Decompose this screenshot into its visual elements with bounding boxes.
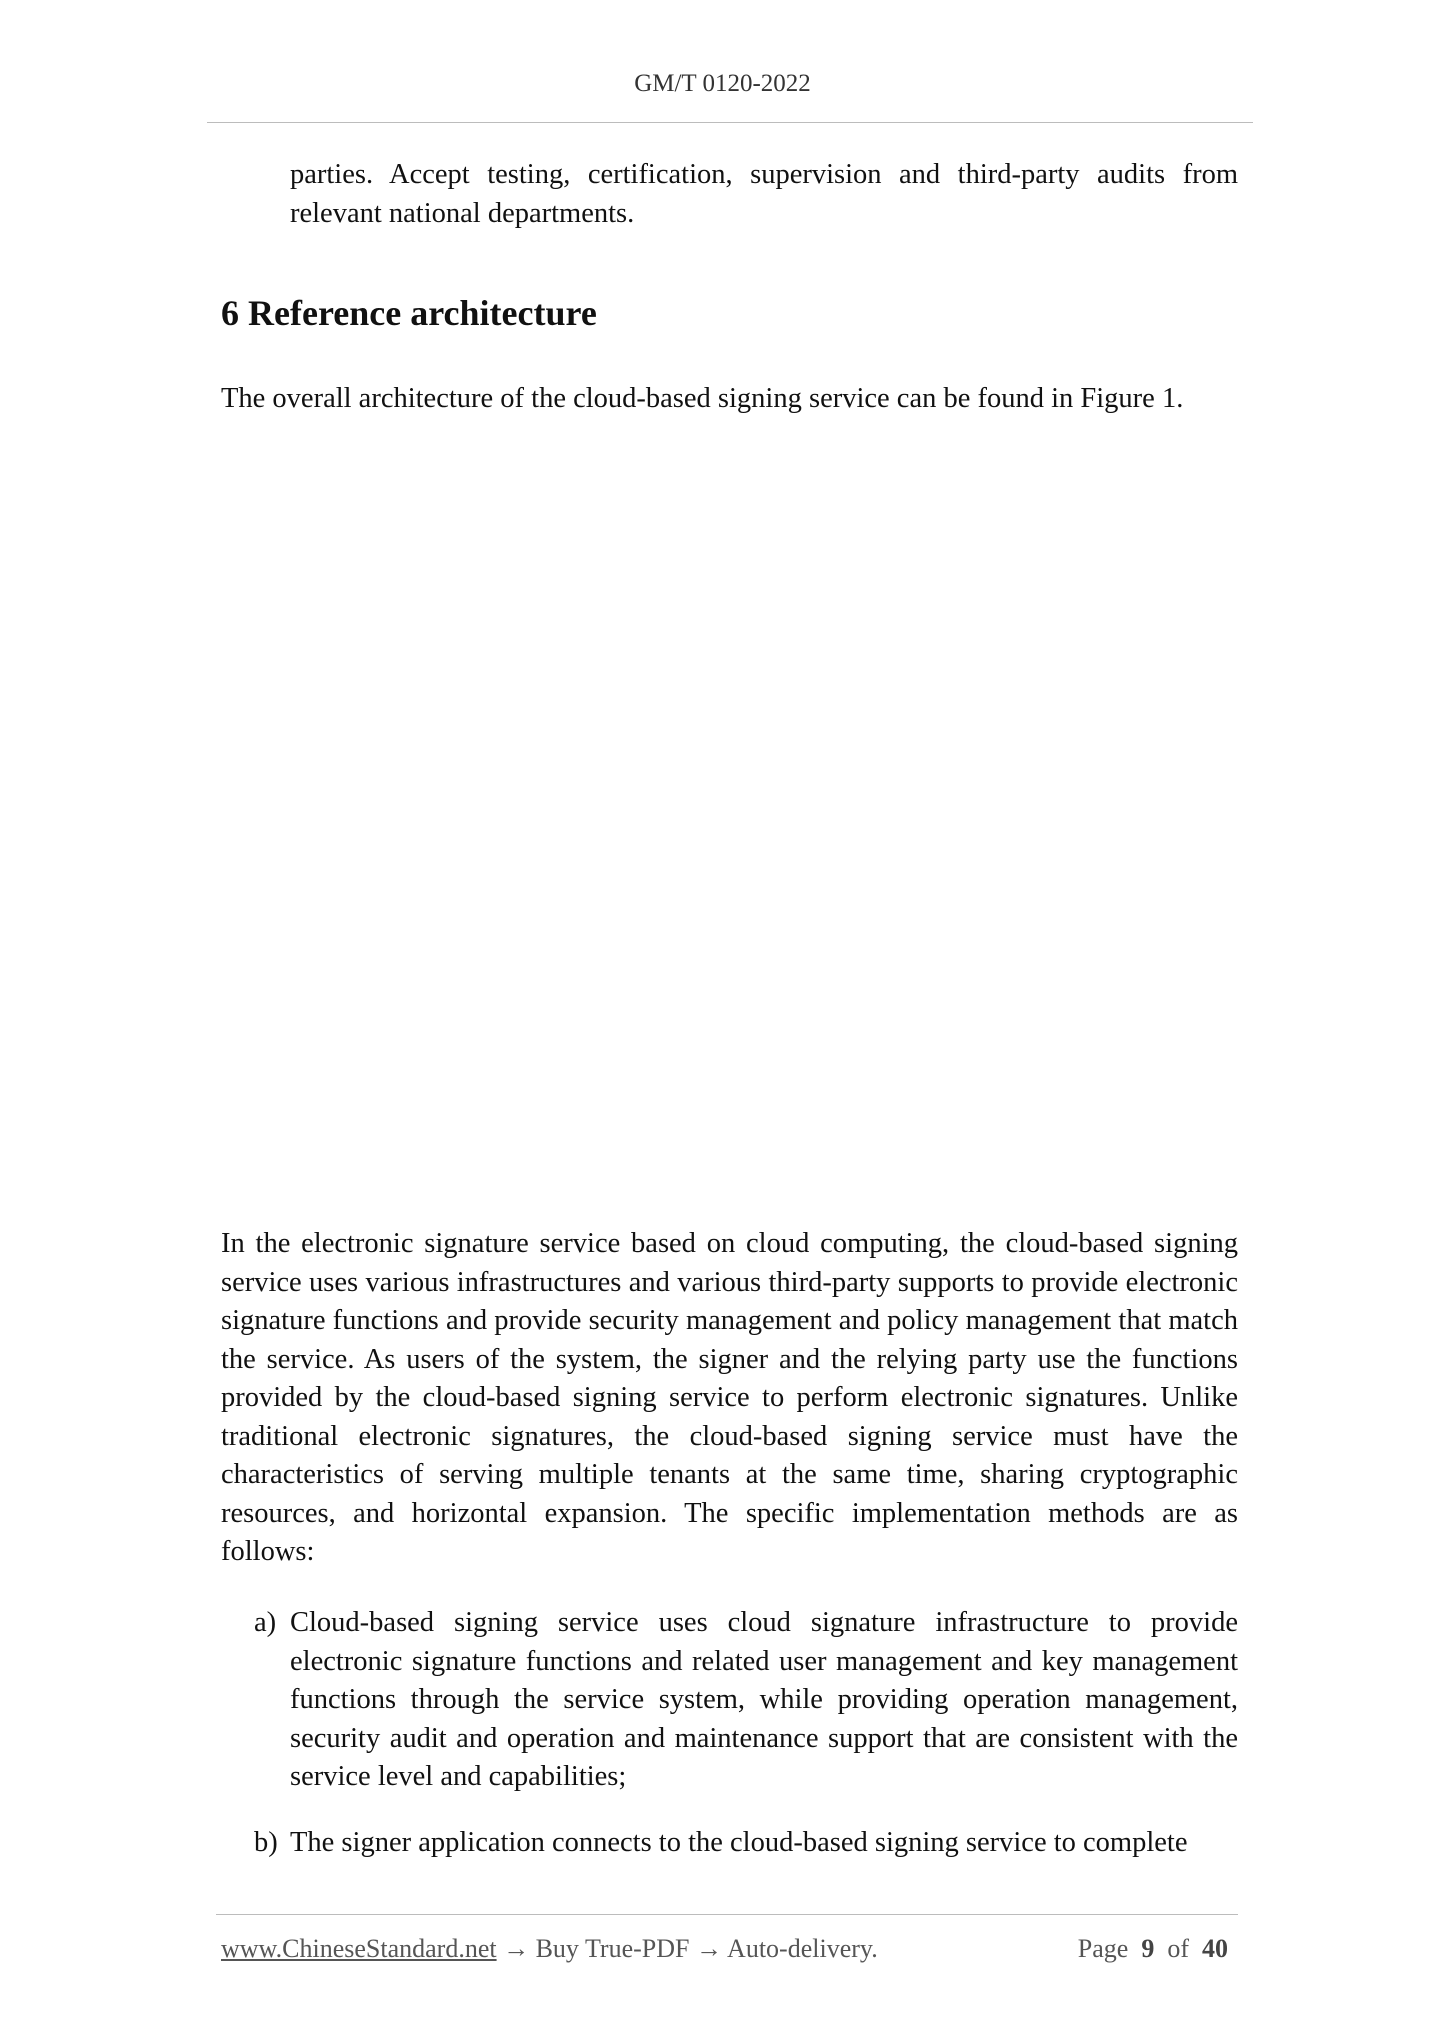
section-heading: 6 Reference architecture xyxy=(221,293,597,333)
figure-placeholder-area xyxy=(221,440,1238,1210)
footer-divider xyxy=(216,1914,1238,1915)
list-marker: a) xyxy=(254,1607,277,1638)
page-label: Page xyxy=(1077,1934,1129,1963)
list-marker: b) xyxy=(254,1827,278,1858)
footer-promo-text: → Buy True-PDF → Auto-delivery. xyxy=(496,1934,878,1963)
total-pages: 40 xyxy=(1202,1934,1228,1963)
list-item-text: The signer application connects to the cloud-based signing service to complete xyxy=(290,1827,1188,1858)
page-indicator xyxy=(1078,1934,1228,1964)
website-link[interactable]: www.ChineseStandard.net xyxy=(221,1934,497,1963)
page-number: 9 xyxy=(1141,1934,1155,1963)
document-code-header: GM/T 0120-2022 xyxy=(634,70,811,97)
header-divider xyxy=(207,122,1253,123)
list-item-b xyxy=(254,1824,1238,1863)
section-intro-paragraph: The overall architecture of the cloud-based signing service can be found in Figure 1. xyxy=(221,383,1184,414)
of-label: of xyxy=(1167,1934,1189,1963)
list-item-text: Cloud-based signing service uses cloud signature infrastructure to provide electronic signature functions and related user management and key management functions through the service system, while providing operation management, security audit and operation and maintenance support that are consistent with the service level and capabilities; xyxy=(290,1607,1238,1792)
body-paragraph: In the electronic signature service based on cloud computing, the cloud-based signing service uses various infrastructures and various third-party supports to provide electronic signature functions and provide security management and policy management that match the service. As users of the system, the signer and the relying party use the functions provided by the cloud-based signing service to perform electronic signatures. Unlike traditional electronic signatures, the cloud-based signing service must have the characteristics of serving multiple tenants at the same time, sharing cryptographic resources, and horizontal expansion. The specific implementation methods are as follows: xyxy=(221,1228,1238,1567)
list-item-a xyxy=(254,1604,1238,1797)
page-footer xyxy=(221,1934,1238,1964)
continuation-paragraph: parties. Accept testing, certification, supervision and third-party audits from relevant national departments. xyxy=(290,159,1238,229)
